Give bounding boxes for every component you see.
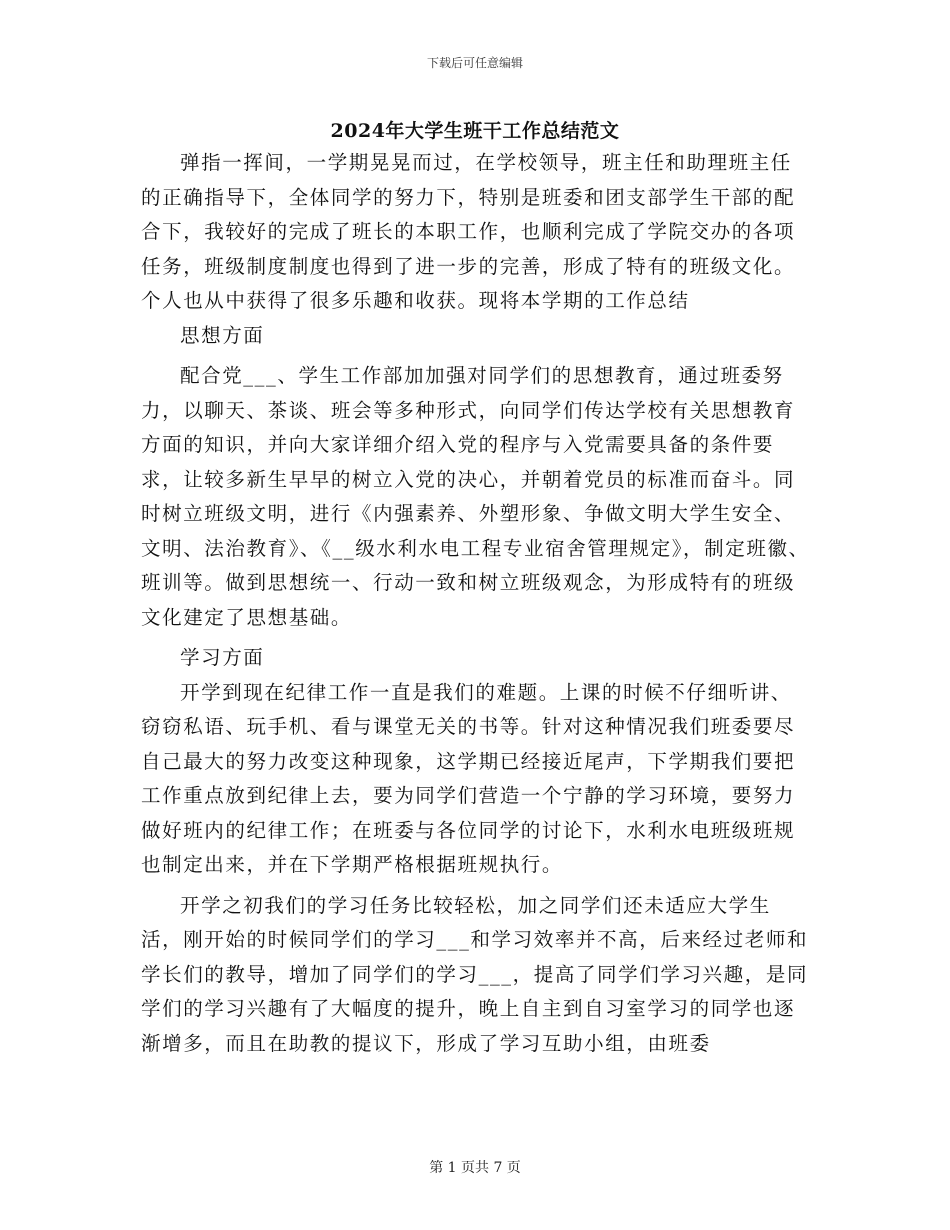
document-body [141, 146, 811, 1061]
paragraph-ideology: 配合党___、学生工作部加加强对同学们的思想教育，通过班委努力，以聊天、茶谈、班会等多种形式，向同学们传达学校有关思想教育方面的知识，并向大家详细介绍入党的程序与入党需要具备的条件要求，让较多新生早早的树立入党的决心，并朝着党员的标准而奋斗。同时树立班级文明，进行《内强素养、外塑形象、争做文明大学生安全、文明、法治教育》、《__级水利水电工程专业宿舍管理规定》，制定班徽、班训等。做到思想统一、行动一致和树立班级观念，为形成特有的班级文化建定了思想基础。 [141, 364, 810, 629]
page-footer: 第 1 页共 7 页 [429, 1160, 521, 1176]
paragraph-intro: 弹指一挥间，一学期晃晃而过，在学校领导，班主任和助理班主任的正确指导下，全体同学的努力下，特别是班委和团支部学生干部的配合下，我较好的完成了班长的本职工作，也顺利完成了学院交办的各项任务，班级制度制度也得到了进一步的完善，形成了特有的班级文化。个人也从中获得了很多乐趣和收获。现将本学期的工作总结 [141, 151, 796, 312]
paragraph-discipline: 开学到现在纪律工作一直是我们的难题。上课的时候不仔细听讲、窃窃私语、玩手机、看与课堂无关的书等。针对这种情况我们班委要尽自己最大的努力改变这种现象，这学期已经接近尾声，下学期我们要把工作重点放到纪律上去，要为同学们营造一个宁静的学习环境，要努力做好班内的纪律工作；在班委与各位同学的讨论下，水利水电班级班规也制定出来，并在下学期严格根据班规执行。 [141, 680, 796, 876]
section-heading-ideology: 思想方面 [180, 323, 265, 347]
section-heading-study: 学习方面 [180, 646, 265, 669]
paragraph-study-progress: 开学之初我们的学习任务比较轻松，加之同学们还未适应大学生活，刚开始的时候同学们的学习___和学习效率并不高，后来经过老师和学长们的教导，增加了同学们的学习___，提高了同学们学习兴趣，是同学们的学习兴趣有了大幅度的提升，晚上自主到自习室学习的同学也逐渐增多，而且在助教的提议下，形成了学习互助小组，由班委 [141, 893, 809, 1055]
header-note: 下载后可任意编辑 [426, 56, 523, 70]
document-title: 2024年大学生班干工作总结范文 [330, 120, 620, 142]
